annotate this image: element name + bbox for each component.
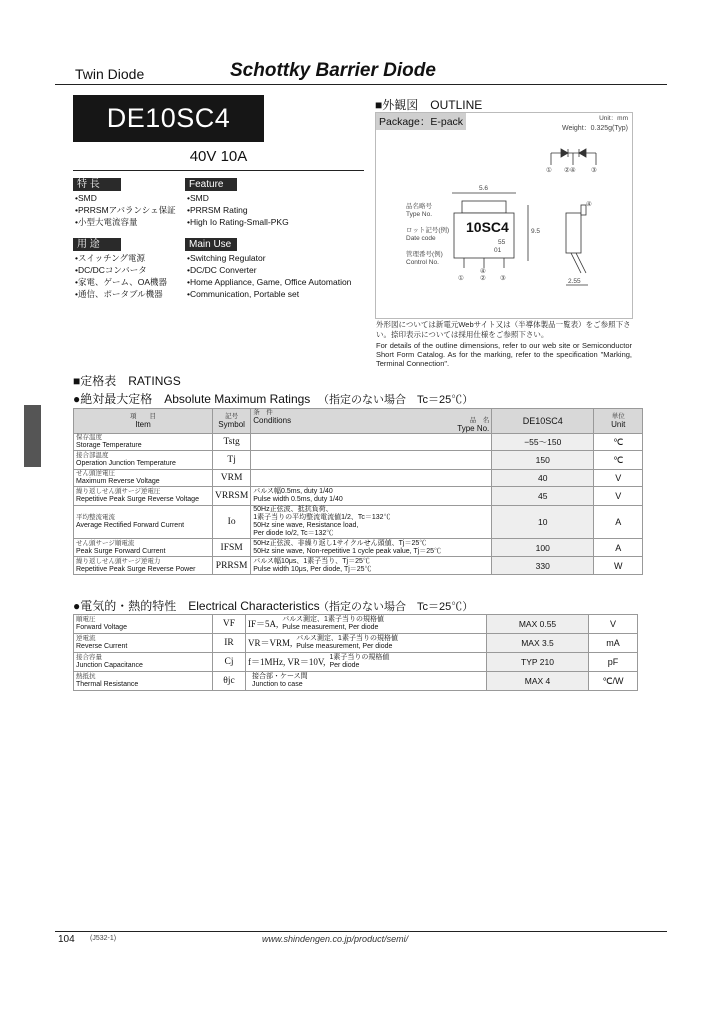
use-jp-list (75, 252, 167, 300)
item-jp: 接合容量 (76, 654, 102, 661)
item-name: Thermal Resistance (76, 681, 139, 688)
item-jp: 平均整流電流 (76, 514, 115, 521)
marking-text: 10SC4 (466, 219, 509, 235)
rating-value: MAX 3.5 (521, 638, 554, 648)
feature-jp-list (75, 192, 176, 228)
symbol: VRM (220, 473, 243, 483)
use-en-list (187, 252, 351, 300)
pin-label: ④ (586, 201, 592, 208)
table-row (74, 653, 638, 672)
list-item: • SMD (75, 192, 176, 204)
item-name: Forward Voltage (76, 624, 127, 631)
diode-symbol-icon (551, 149, 596, 165)
date-label: Date code (406, 235, 436, 242)
list-item: • 家電、ゲーム、OA機器 (75, 276, 167, 288)
list-item: • DC/DCコンバータ (75, 264, 167, 276)
item-jp: 逆電流 (76, 635, 96, 642)
item-jp: 保存温度 (76, 434, 102, 441)
unit: A (615, 542, 622, 553)
symbol: IR (224, 638, 234, 648)
pin-label: ④ (480, 268, 486, 275)
page-number: 104 (58, 934, 75, 945)
use-en-label: Main Use (185, 238, 237, 251)
outline-title: ■外観図 OUTLINE (375, 98, 483, 112)
electrical-table (73, 614, 638, 691)
part-number-box (73, 95, 264, 142)
unit: mA (606, 638, 620, 648)
item-name: Operation Junction Temperature (76, 460, 176, 467)
table-row (74, 487, 643, 506)
weight-label: Weight：0.325g(Typ) (561, 125, 628, 132)
list-item: • スイッチング電源 (75, 252, 167, 264)
pin-label: ③ (500, 275, 506, 282)
header-rule (55, 84, 667, 85)
condition: 1素子当りの規格値 Per diode (329, 654, 390, 669)
table-row (74, 434, 643, 451)
list-item: • PRRSMアバランシェ保証 (75, 204, 176, 216)
condition-main: f＝1MHz, VR＝10V, (248, 657, 326, 667)
footer-rule (55, 931, 667, 932)
condition-main: VR＝VRM, (248, 638, 293, 648)
rating-value: 100 (535, 542, 550, 553)
symbol: θjc (223, 676, 235, 686)
rating-value: 150 (535, 455, 550, 465)
pin-label: ① (546, 167, 552, 174)
rating-value: −55～150 (524, 437, 562, 447)
part-number: DE10SC4 (106, 103, 231, 133)
outline-note-jp: 外形図については新電元Webサイト又は（半導体製品一覧表）をご参照下さい。捺印表示については採用仕様をご参照下さい。 (376, 320, 631, 339)
condition: 接合部・ケース間 Junction to case (252, 673, 308, 688)
dim-pitch: 2.55 (568, 278, 581, 285)
outline-drawing (375, 112, 633, 319)
unit: ℃/W (602, 676, 624, 686)
amr-title: ●絶対最大定格 Absolute Maximum Ratings (73, 392, 311, 406)
condition: パルス幅10μs、1素子当り、Tj＝25℃ Pulse width 10μs, Per diode, Tj＝25℃ (253, 557, 372, 573)
condition-main: IF＝5A, (248, 619, 279, 629)
feature-jp-label: 特 長 (73, 178, 121, 191)
unit: V (615, 491, 622, 501)
symbol: VF (222, 619, 236, 629)
electrical-condition: （指定のない場合 Tc＝25℃） (318, 601, 474, 613)
section-tab (24, 405, 41, 467)
condition: 50Hz正弦波、非繰り返し1サイクルせん頭値、Tj＝25℃ 50Hz sine wave, Non-repetitive 1 cycle peak value, Tj＝25℃ (253, 539, 442, 555)
item-name: Peak Surge Forward Current (76, 547, 166, 555)
abs-max-ratings-table (73, 408, 643, 575)
symbol: PRRSM (215, 560, 248, 571)
list-item: • Home Appliance, Game, Office Automation (187, 276, 351, 288)
feature-en-label: Feature (185, 178, 237, 191)
item-name: Storage Temperature (76, 442, 142, 449)
unit: A (615, 517, 622, 527)
table-row (74, 470, 643, 487)
item-jp: 順電圧 (76, 616, 96, 623)
unit-label: Unit：mm (599, 115, 628, 122)
outline-note-en: For details of the outline dimensions, refer to our web site or Semiconductor Short Form Catalog. As for the marking, refer to the specification "Marking, Terminal Connection". (376, 341, 632, 368)
electrical-title: ●電気的・熱的特性 Electrical Characteristics (73, 599, 320, 613)
table-row (74, 672, 638, 691)
list-item: • Switching Regulator (187, 252, 351, 264)
pin-label: ②④ (564, 167, 576, 174)
dim-width: 5.6 (479, 185, 489, 192)
table-row (74, 634, 638, 653)
symbol: VRRSM (215, 491, 249, 501)
symbol: Cj (224, 657, 234, 667)
item-jp: 接合部温度 (76, 452, 109, 459)
condition: パルス測定、1素子当りの規格値 Pulse measurement, Per diode (282, 616, 384, 631)
rating-rule (73, 170, 364, 171)
condition: 50Hz正弦波、抵抗負荷、 1素子当りの平均整流電流値1/2、Tc＝132℃ 50Hz sine wave, Resistance load, Per diode Io/2, Tc＝132℃ (253, 506, 391, 537)
rating-value: TYP 210 (521, 657, 554, 667)
list-item: • Communication, Portable set (187, 288, 351, 300)
item-name: Maximum Reverse Voltage (76, 478, 160, 485)
unit: V (609, 619, 616, 629)
ratings-title: ■定格表 RATINGS (73, 374, 181, 388)
table-header-row: 項 目 Item 記号 Symbol 条 件 Conditions 品 名 Type No. DE10SC4 単位 Unit (74, 409, 643, 434)
symbol: Tj (227, 455, 236, 465)
rating-value: 40 (538, 473, 548, 483)
dim-height: 9.5 (531, 228, 541, 235)
rating-value: 330 (535, 560, 550, 571)
rating-value: MAX 4 (524, 676, 551, 686)
list-item: • High Io Rating-Small-PKG (187, 216, 289, 228)
pin-label: ③ (591, 167, 597, 174)
table-row (74, 451, 643, 470)
control-label-jp: 管理番号(例) (406, 251, 443, 258)
date-code: 55 (498, 239, 506, 246)
package-label: Package：E-pack (376, 113, 466, 130)
use-jp-label: 用 途 (73, 238, 121, 251)
rating-value: MAX 0.55 (518, 619, 557, 629)
unit: ℃ (613, 455, 624, 465)
table-row (74, 557, 643, 575)
list-item: • SMD (187, 192, 289, 204)
type-label: Type No. (406, 211, 433, 218)
symbol: Io (227, 517, 236, 527)
list-item: • 通信、ポータブル機器 (75, 288, 167, 300)
document-title: Schottky Barrier Diode (230, 60, 436, 81)
item-name: Average Rectified Forward Current (76, 522, 185, 529)
unit: W (614, 560, 623, 571)
package-side-view (566, 205, 588, 285)
pin-label: ① (458, 275, 464, 282)
item-jp: せん頭逆電圧 (76, 470, 115, 477)
table-row (74, 615, 638, 634)
unit: V (615, 473, 622, 483)
amr-condition: （指定のない場合 Tc＝25℃） (318, 394, 474, 406)
feature-en-list (187, 192, 289, 228)
unit: ℃ (613, 437, 624, 447)
symbol: IFSM (220, 542, 243, 553)
rating-value: 10 (538, 517, 548, 527)
document-code: (J532-1) (90, 935, 117, 942)
condition: パルス測定、1素子当りの規格値 Pulse measurement, Per diode (296, 635, 398, 650)
control-no: 01 (494, 247, 502, 254)
item-jp: せん頭サージ順電流 (76, 539, 135, 547)
item-name: Repetitive Peak Surge Reverse Voltage (76, 496, 199, 503)
part-rating: 40V 10A (189, 148, 248, 165)
item-jp: 繰り返しせん頭サージ逆電力 (76, 557, 161, 565)
item-jp: 繰り返しせん頭サージ逆電圧 (76, 488, 161, 495)
type-label-jp: 品名略号 (406, 203, 432, 210)
rating-value: 45 (538, 491, 548, 501)
condition: パルス幅0.5ms, duty 1/40 Pulse width 0.5ms, duty 1/40 (253, 488, 343, 503)
item-jp: 熱抵抗 (76, 673, 96, 680)
list-item: • 小型大電流容量 (75, 216, 176, 228)
control-label: Control No. (406, 259, 439, 266)
website-url: www.shindengen.co.jp/product/semi/ (262, 934, 409, 944)
item-name: Reverse Current (76, 643, 128, 650)
table-row (74, 506, 643, 539)
date-label-jp: ロット記号(例) (406, 227, 450, 234)
unit: pF (607, 657, 619, 667)
item-name: Repetitive Peak Surge Reverse Power (76, 565, 196, 573)
item-name: Junction Capacitance (76, 662, 143, 669)
category-label: Twin Diode (75, 66, 145, 82)
table-row (74, 539, 643, 557)
list-item: • DC/DC Converter (187, 264, 351, 276)
symbol: Tstg (223, 437, 240, 447)
list-item: • PRRSM Rating (187, 204, 289, 216)
pin-label: ② (480, 275, 486, 282)
